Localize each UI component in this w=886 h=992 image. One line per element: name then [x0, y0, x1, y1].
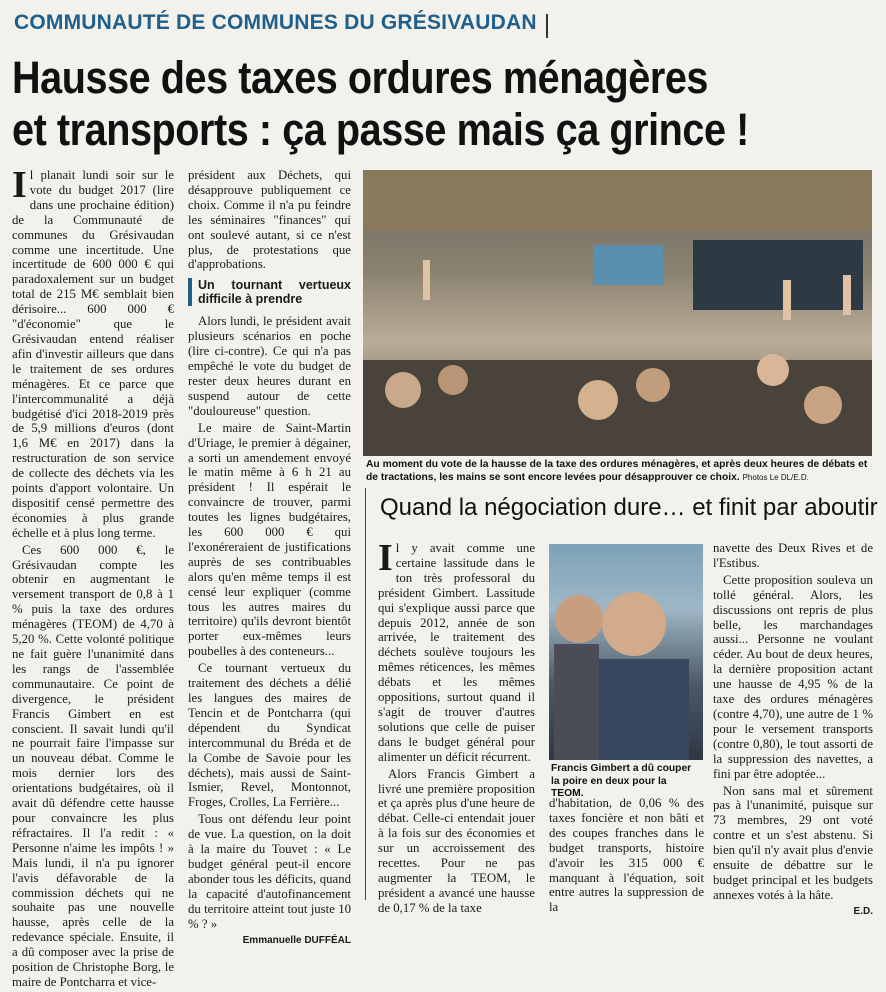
article-paragraph: Ces 600 000 €, le Grésivaudan compte les obtenir en augmentant le versement transport de 0,8 à 1 % puis la taxe des ordures ménagères (TEOM) de 4,70 à 5,20 %. Cette volonté politique ne fait guère l'unanimité dans les rangs de l'assemblée communautaire. Ce point de divergence, le président Francis Gimbert en est conscient. Il savait lundi qu'il ne pourrait faire l'impasse sur un nouveau débat. Comme le mois dernier lors des orientations budgétaires, où il avait dû défendre cette hausse pour convaincre les plus réfractaires. Il l'a redit : « Personne n'aime les impôts ! » Mais lundi, il n'a pu ignorer l'avis défavorable de la commission déchets qui ne souhaite pas une nouvelle hausse, après celle de la redevance spéciale. Ensuite, il a dû composer avec la prise de position de Christophe Borg, le maire de Pontcharra et vice-	[12, 542, 174, 989]
sidebar-dropcap: I	[378, 537, 393, 579]
article-paragraph: Le maire de Saint-Martin d'Uriage, le premier à dégainer, a sorti un amendement envoyé le matin même à 6 h 21 au président ! Il espérait le convaincre de trouver, parmi toutes les lignes budgétaires, les 600 000 € qui l'exonéreraient de justifications auprès de ses contribuables alors qu'en même temps il est censé leur expliquer (comme tous les autres maires du territoire) qu'ils devront bientôt porter eux-mêmes leurs poubelles à des conteneurs...	[188, 420, 351, 659]
headline-line-2: et transports : ça passe mais ça grince !	[12, 104, 749, 155]
intertitle: Un tournant vertueux difficile à prendre	[188, 278, 351, 306]
sidebar-column-3	[713, 541, 873, 920]
sidebar-paragraph: navette des Deux Rives et de l'Estibus.	[713, 541, 873, 570]
sidebar-title: Quand la négociation dure… et finit par aboutir	[380, 494, 878, 521]
sidebar-column-1	[378, 537, 535, 918]
headline	[12, 52, 769, 156]
kicker-divider	[546, 14, 548, 38]
sidebar-paragraph: Cette proposition souleva un tollé général. Alors, les discussions ont repris de plus belle, les marchandages aussi... Personne ne voulant céder. Au bout de deux heures, la dernière proposition actant une hausse de 4,95 % de la taxe des ordures ménagères (contre 4,70), une autre de 1 % pour le versement transports (contre 0,80), le tout assorti de la suppression des navettes, a fini par être adoptée...	[713, 572, 873, 781]
dropcap: I	[12, 164, 27, 206]
gimbert-illustration	[549, 544, 703, 760]
article-paragraph: président aux Déchets, qui désapprouve publiquement ce choix. Comme il n'a pu feindre les séminaires "finances" qui ont soulevé autant, si ce n'est plus, de protestations que d'approbations.	[188, 168, 351, 272]
photo-credit: Photos Le DL/E.D.	[742, 472, 809, 482]
sidebar-rule	[365, 488, 366, 900]
sidebar-paragraph: Non sans mal et sûrement pas à l'unanimité, puisque sur 73 membres, 29 ont voté contre et un s'est abstenu. Si bien qu'il n'y avait plus d'envie ensuite de débattre sur le budget principal et les budgets annexes votés à la hâte.	[713, 783, 873, 902]
article-paragraph: Ce tournant vertueux du traitement des déchets a délié les langues des maires de Tencin et de Pontcharra (qui dépendent du Syndicat intercommunal du Bréda et de la Combe de Savoie pour les déchets), mais aussi de Saint-Ismier, Revel, Montonnot, Froges, Crolles, La Ferrière...	[188, 661, 351, 810]
sidebar-paragraph: d'habitation, de 0,06 % des taxes foncière et non bâti et des coupes franches dans le budget transports, histoire d'avoir les 315 000 € manquant à l'équation, soit entre autres la suppression de la	[549, 796, 704, 915]
gimbert-photo	[549, 544, 703, 760]
sidebar-paragraph: Il y avait comme une certaine lassitude dans le ton très professoral du président Gimbert. Lassitude qui s'explique aussi parce que depuis 2012, année de son arrivée, le traitement des déchets soulève toujours les mêmes réticences, les mêmes débats et les mêmes oppositions, surtout quand il s'agit de trouver d'autres solutions que celle de puiser dans le budget général pour alimenter un déficit récurrent.	[378, 537, 535, 764]
headline-line-1: Hausse des taxes ordures ménagères	[12, 52, 709, 103]
article-paragraph: Il planait lundi soir sur le vote du budget 2017 (lire dans une prochaine édition) de la Communauté de communes du Grésivaudan comme une incertitude. Une incertitude de 600 000 € qui paradoxalement sur un budget total de 215 M€ semblait bien dérisoire... 600 000 € "d'économie" que le Grésivaudan entend réaliser afin d'investir ailleurs que dans le traitement de ses ordures ménagères. Et ce parce que l'intercommunalité a déjà budgétisé d'ici 2018-2019 près de 5,9 millions d'euros (dont 1,6 M€ en 2017) dans la restructuration de son service de collecte des déchets via les points d'apport volontaire. Un dispositif censé permettre des économies à plus grande échelle et à plus long terme.	[12, 164, 174, 540]
sidebar-signature: E.D.	[853, 905, 873, 917]
article-paragraph: Tous ont défendu leur point de vue. La question, on la doit à la maire du Touvet : « Le budget général peut-il encore abonder tous les déficits, quand la capacité d'autofinancement du territoire atteint tout juste 10 % ? »	[188, 812, 351, 931]
sidebar-paragraph: Alors Francis Gimbert a livré une première proposition et ça après plus d'une heure de débat. Celle-ci entendait jouer à la fois sur des économies et sur un accroissement des recettes. Pour ne pas augmenter la TEOM, le président a avancé une hausse de 0,17 % de la taxe	[378, 766, 535, 915]
author-signature: Emmanuelle DUFFÉAL	[242, 934, 351, 946]
article-column-1	[12, 164, 174, 992]
article-column-2	[188, 168, 351, 948]
main-photo-caption: Au moment du vote de la hausse de la taxe des ordures ménagères, et après deux heures de débats et de tractations, les mains se sont encore levées pour désapprouver ce choix. Photos Le DL/E.D.	[366, 459, 868, 483]
article-paragraph: Alors lundi, le président avait plusieurs scénarios en poche (lire ci-contre). Ce qui n'a pas empêché le vote du budget de rester deux heures durant en suspend autour de cette "douloureuse" question.	[188, 314, 351, 418]
gimbert-photo-caption: Francis Gimbert a dû couper la poire en deux pour la TEOM.	[551, 763, 692, 799]
council-vote-photo	[363, 170, 872, 456]
section-kicker: COMMUNAUTÉ DE COMMUNES DU GRÉSIVAUDAN	[14, 11, 537, 34]
sidebar-column-2	[549, 796, 704, 917]
photo-illustration	[363, 170, 872, 456]
